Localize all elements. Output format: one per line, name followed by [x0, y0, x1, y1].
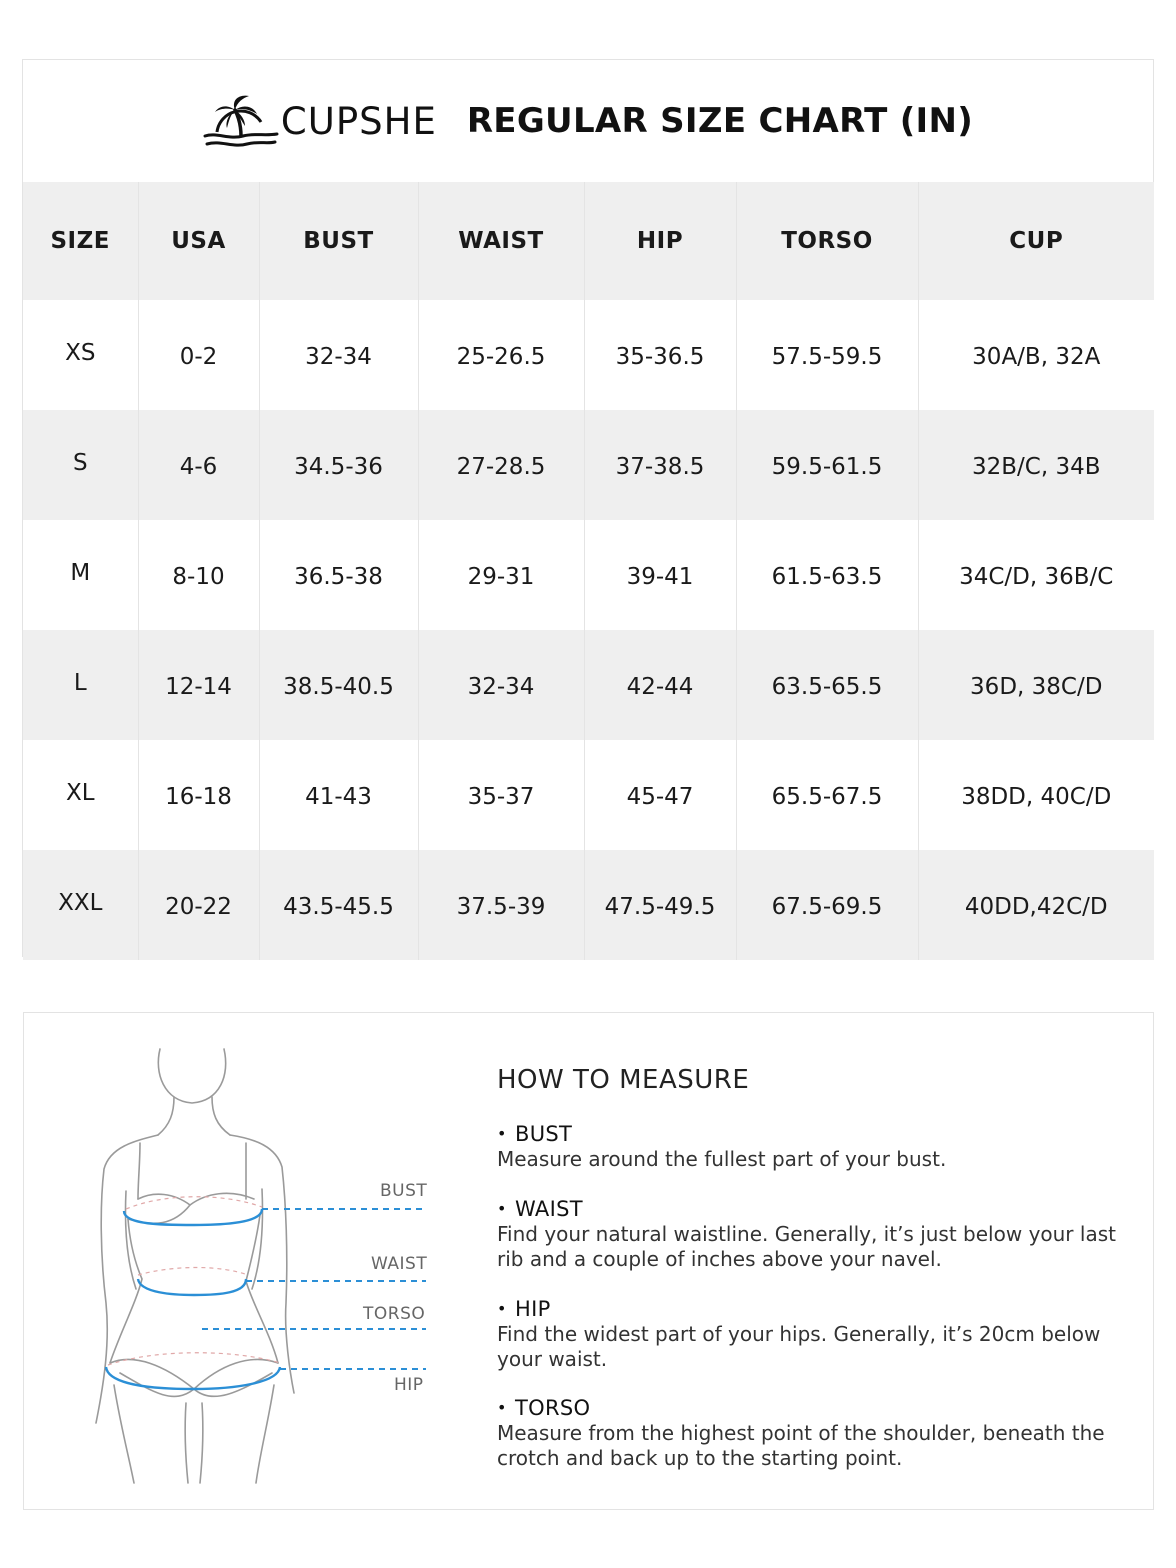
table-cell: 63.5-65.5	[736, 630, 918, 740]
table-cell: 47.5-49.5	[584, 850, 736, 960]
table-cell: 32B/C, 34B	[918, 410, 1154, 520]
table-row	[23, 630, 1154, 740]
table-cell: 65.5-67.5	[736, 740, 918, 850]
table-cell: 61.5-63.5	[736, 520, 918, 630]
table-cell: 4-6	[138, 410, 259, 520]
table-cell: 43.5-45.5	[259, 850, 418, 960]
measure-item-desc: Measure around the fullest part of your bust.	[497, 1147, 947, 1171]
table-header-row	[23, 182, 1154, 300]
brand	[203, 92, 437, 150]
column-header: WAIST	[418, 182, 584, 300]
table-cell: 12-14	[138, 630, 259, 740]
table-row	[23, 740, 1154, 850]
measure-item-bust	[497, 1121, 1127, 1172]
chart-header	[23, 60, 1153, 182]
table-cell: 35-37	[418, 740, 584, 850]
column-header: CUP	[918, 182, 1154, 300]
column-header: BUST	[259, 182, 418, 300]
table-cell: 8-10	[138, 520, 259, 630]
table-row	[23, 410, 1154, 520]
table-cell: 40DD,42C/D	[918, 850, 1154, 960]
table-row	[23, 300, 1154, 410]
figure-label-torso: TORSO	[363, 1304, 426, 1324]
table-cell: 41-43	[259, 740, 418, 850]
brand-name: CUPSHE	[280, 99, 437, 143]
figure-label-hip: HIP	[394, 1375, 424, 1395]
measure-item-desc: Find the widest part of your hips. Generally, it’s 20cm below your waist.	[497, 1322, 1101, 1371]
table-cell: XL	[23, 740, 138, 850]
measure-item-desc: Measure from the highest point of the shoulder, beneath the crotch and back up to the starting point.	[497, 1421, 1105, 1470]
bullet-icon: •	[497, 1124, 507, 1143]
measure-title: HOW TO MEASURE	[497, 1065, 750, 1095]
table-cell: 0-2	[138, 300, 259, 410]
measure-item-label: BUST	[515, 1122, 573, 1146]
table-cell: 57.5-59.5	[736, 300, 918, 410]
size-chart-card	[22, 59, 1154, 957]
table-cell: 35-36.5	[584, 300, 736, 410]
table-cell: 32-34	[259, 300, 418, 410]
table-cell: 38.5-40.5	[259, 630, 418, 740]
chart-title: REGULAR SIZE CHART (IN)	[466, 101, 974, 141]
table-cell: 20-22	[138, 850, 259, 960]
figure-label-bust: BUST	[380, 1181, 428, 1201]
table-cell: 34.5-36	[259, 410, 418, 520]
table-cell: 25-26.5	[418, 300, 584, 410]
figure-label-waist: WAIST	[371, 1254, 428, 1274]
palm-tree-logo-icon	[203, 92, 279, 150]
table-row	[23, 850, 1154, 960]
bullet-icon: •	[497, 1199, 507, 1218]
table-cell: 30A/B, 32A	[918, 300, 1154, 410]
measure-item-waist	[497, 1196, 1127, 1272]
table-row	[23, 520, 1154, 630]
table-cell: 34C/D, 36B/C	[918, 520, 1154, 630]
table-cell: 59.5-61.5	[736, 410, 918, 520]
table-cell: 37.5-39	[418, 850, 584, 960]
table-cell: 42-44	[584, 630, 736, 740]
size-table	[23, 182, 1154, 960]
bullet-icon: •	[497, 1299, 507, 1318]
bullet-icon: •	[497, 1398, 507, 1417]
table-cell: XXL	[23, 850, 138, 960]
table-cell: 45-47	[584, 740, 736, 850]
column-header: SIZE	[23, 182, 138, 300]
table-cell: 29-31	[418, 520, 584, 630]
measure-item-desc: Find your natural waistline. Generally, it’s just below your last rib and a couple of inches above your navel.	[497, 1222, 1116, 1271]
measure-item-hip	[497, 1296, 1127, 1372]
table-cell: 36D, 38C/D	[918, 630, 1154, 740]
measure-item-label: TORSO	[515, 1396, 591, 1420]
table-cell: 16-18	[138, 740, 259, 850]
column-header: HIP	[584, 182, 736, 300]
table-cell: L	[23, 630, 138, 740]
measure-item-torso	[497, 1395, 1127, 1471]
column-header: TORSO	[736, 182, 918, 300]
measure-item-label: HIP	[515, 1297, 551, 1321]
column-header: USA	[138, 182, 259, 300]
table-cell: 27-28.5	[418, 410, 584, 520]
table-cell: 39-41	[584, 520, 736, 630]
table-cell: M	[23, 520, 138, 630]
table-cell: XS	[23, 300, 138, 410]
table-cell: S	[23, 410, 138, 520]
how-to-measure-card	[23, 1012, 1154, 1510]
table-cell: 38DD, 40C/D	[918, 740, 1154, 850]
measure-item-label: WAIST	[515, 1197, 583, 1221]
table-cell: 36.5-38	[259, 520, 418, 630]
table-cell: 32-34	[418, 630, 584, 740]
body-figure	[24, 1013, 484, 1509]
table-cell: 37-38.5	[584, 410, 736, 520]
table-cell: 67.5-69.5	[736, 850, 918, 960]
